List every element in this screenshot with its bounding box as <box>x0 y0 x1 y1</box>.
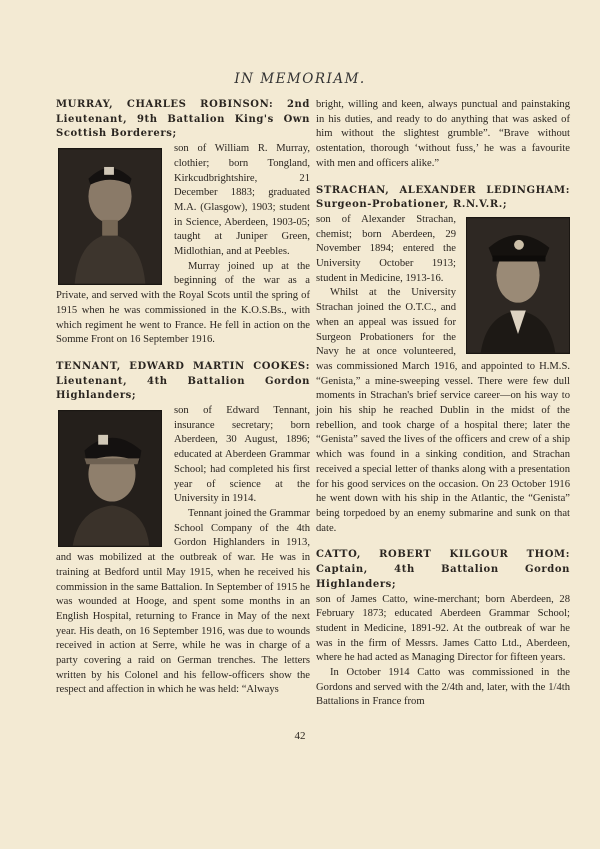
left-column <box>56 98 310 710</box>
entry-heading: TENNANT, EDWARD MARTIN COOKES: Lieutenant, 4th Battalion Gordon Highlanders; <box>56 360 310 402</box>
portrait-strachan <box>466 217 570 354</box>
entry-bio: son of James Catto, wine-merchant; born Aberdeen, 28 February 1873; educated Aberdeen Grammar School; student in Medicine, 1891-92. At the outbreak of war he was in the firm of Messrs. James Catto Ltd., Aberdeen, where he had acted as Managing Director for fifteen years. <box>316 593 570 664</box>
entry-service: Tennant joined the Grammar School Company of the 4th Gordon Highlanders in 1913, and was mobilized at the outbreak of war. He was in training at Bedford until May 1915, when he received his commission in the same Battalion. In September of 1915 he was wounded at Hooge, and spent some months in an English Hospital, returning to France in May of the next year. His death, on 16 September 1916, was due to wounds received in action at Serre, while he was in charge of a party covering a raid on German trenches. The letters written by his Colonel and his fellow-officers show the respect and affection in which he was held: “Always <box>56 507 310 696</box>
entry-service: Whilst at the University Strachan joined the O.T.C., and when an appeal was issued for Surgeon Probationers for the Navy he at once volunteered, was commissioned March 1916, and appointed to H.M.S. “Genista,” a mine-sweeping vessel. There were few dull moments in Strachan's brief service career—on his way to join his ship he reached Dublin in the midst of the rebellion, and took charge of a hospital there; later the “Genista” saved the lives of the officers and crew of a ship which was found in a sinking condition, and Strachan received a special letter of thanks along with a presentation for his good services on the occasion. On 23 October 1916 he went down with his ship in the Atlantic, the “Genista” being torpedoed by an enemy submarine and sunk on that date. <box>316 287 570 534</box>
entry-bio: son of Edward Tennant, insurance secretary; born Aberdeen, 30 August, 1896; educated at Aberdeen Grammar School; had completed his first year of science at the University in 1914. <box>174 405 310 505</box>
entry-tennant-continued <box>316 98 570 172</box>
right-column <box>316 98 570 722</box>
portrait-strachan-image <box>467 218 569 353</box>
entry-catto <box>316 548 570 710</box>
entry-heading: CATTO, ROBERT KILGOUR THOM: Captain, 4th Battalion Gordon Highlanders; <box>316 549 570 590</box>
entry-strachan <box>316 184 570 537</box>
portrait-tennant-image <box>59 411 161 546</box>
entry-tennant <box>56 360 310 698</box>
page-header: IN MEMORIAM. <box>234 71 366 87</box>
portrait-murray-image <box>59 149 161 284</box>
entry-bio: son of Alexander Strachan, chemist; born Aberdeen, 29 November 1894; entered the University October 1913; student in Medicine, 1913-16. <box>316 213 456 284</box>
entry-heading: STRACHAN, ALEXANDER LEDINGHAM: Surgeon-Probationer, R.N.V.R.; <box>316 184 570 211</box>
entry-murray <box>56 98 310 348</box>
entry-service: In October 1914 Catto was commissioned in the Gordons and served with the 2/4th and, later, with the 1/4th Battalions in France from <box>316 667 570 708</box>
entry-tribute: bright, willing and keen, always punctual and painstaking in his duties, and ready to do anything that was asked of him without the slightest grumble”. “Brave without ostentation, thorough ‘without fuss,’ he was a favourite with men and officers alike.” <box>316 99 570 169</box>
entry-bio: son of William R. Murray, clothier; born Tongland, Kirkcudbrightshire, 21 December 1883; graduated M.A. (Glasgow), 1903; student in Science, Aberdeen, 1903-05; taught at Juniper Green, Midlothian, and at Peebles. <box>174 143 310 258</box>
portrait-tennant <box>58 410 162 547</box>
page-number: 42 <box>294 730 306 742</box>
entry-heading: MURRAY, CHARLES ROBINSON: 2nd Lieutenant, 9th Battalion King's Own Scottish Borderers; <box>56 99 310 140</box>
portrait-murray <box>58 148 162 285</box>
entry-service: Murray joined up at the beginning of the war as a Private, and served with the Royal Scots until the spring of 1915 when he was commissioned in the K.O.S.Bs., with which regiment he went to France. He fell in action on the Somme Front on 16 September 1916. <box>56 260 310 346</box>
